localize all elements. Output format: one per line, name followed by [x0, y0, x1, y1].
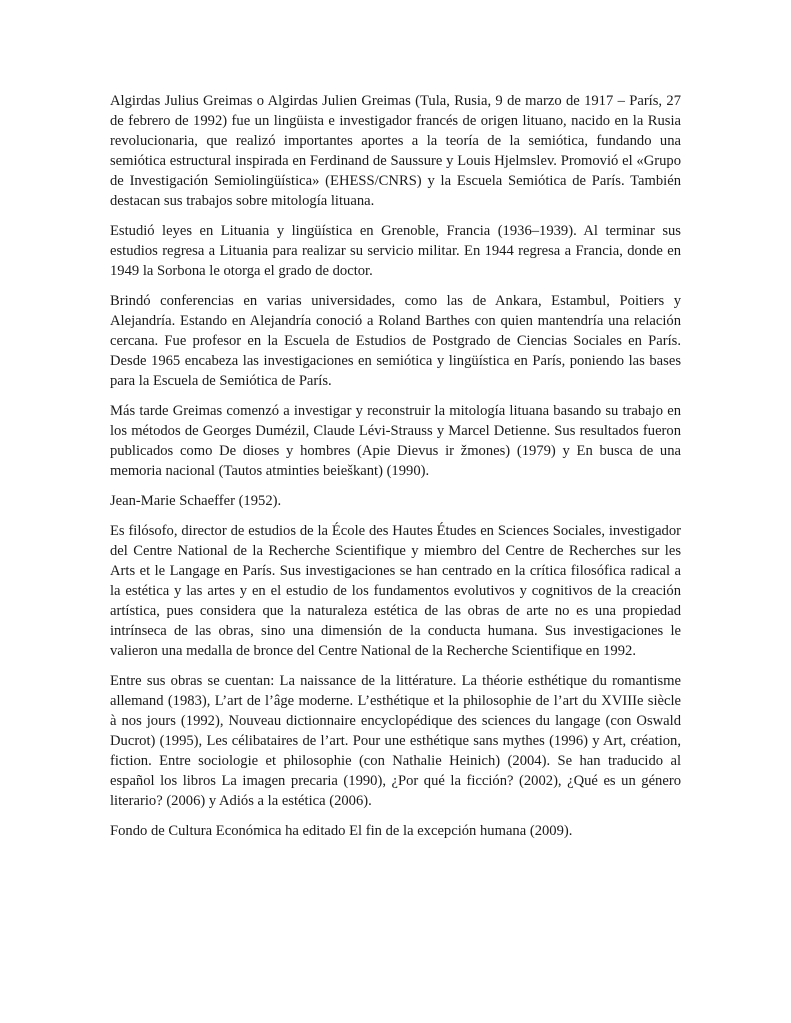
paragraph-greimas-mythology: Más tarde Greimas comenzó a investigar y reconstruir la mitología lituana basando su trabajo en los métodos de Georges Dumézil, Claude Lévi-Strauss y Marcel Detienne. Sus resultados fueron publicados como De dioses y hombres (Apie Dievus ir žmones) (1979) y En busca de una memoria nacional (Tautos atminties beieškant) (1990).	[110, 403, 681, 479]
paragraph-schaeffer-publisher: Fondo de Cultura Económica ha editado El fin de la excepción humana (2009).	[110, 823, 573, 839]
paragraph-greimas-studies: Estudió leyes en Lituania y lingüística en Grenoble, Francia (1936–1939). Al terminar sus estudios regresa a Lituania para realizar su servicio militar. En 1944 regresa a Francia, donde en 1949 la Sorbona le otorga el grado de doctor.	[110, 223, 681, 279]
paragraph-schaeffer-works: Entre sus obras se cuentan: La naissance de la littérature. La théorie esthétique du romantisme allemand (1983), L’art de l’âge moderne. L’esthétique et la philosophie de l’art du XVIIIe siècle à nos jours (1992), Nouveau dictionnaire encyclopédique des sciences du langage (con Oswald Ducrot) (1995), Les célibataires de l’art. Pour une esthétique sans mythes (1996) y Art, création, fiction. Entre sociologie et philosophie (con Nathalie Heinich) (2004). Se han traducido al español los libros La imagen precaria (1990), ¿Por qué la ficción? (2002), ¿Qué es un género literario? (2006) y Adiós a la estética (2006).	[110, 673, 681, 809]
document-body	[110, 91, 681, 851]
paragraph-schaeffer-bio: Es filósofo, director de estudios de la École des Hautes Études en Sciences Sociales, investigador del Centre National de la Recherche Scientifique y miembro del Centre de Recherches sur les Arts et le Langage en París. Sus investigaciones se han centrado en la crítica filosófica radical a la estética y las artes y en el estudio de los fundamentos evolutivos y cognitivos de la creación artística, pues considera que la naturaleza estética de las obras de arte no es una propiedad intrínseca de las obras, sino una dimensión de la conducta humana. Sus investigaciones le valieron una medalla de bronce del Centre National de la Recherche Scientifique en 1992.	[110, 523, 681, 659]
paragraph-schaeffer-heading: Jean-Marie Schaeffer (1952).	[110, 493, 282, 509]
paragraph-greimas-intro: Algirdas Julius Greimas o Algirdas Julien Greimas (Tula, Rusia, 9 de marzo de 1917 – París, 27 de febrero de 1992) fue un lingüista e investigador francés de origen lituano, nacido en la Rusia revolucionaria, que realizó importantes aportes a la teoría de la semiótica, fundando una semiótica estructural inspirada en Ferdinand de Saussure y Louis Hjelmslev. Promovió el «Grupo de Investigación Semiolingüística» (EHESS/CNRS) y la Escuela Semiótica de París. También destacan sus trabajos sobre mitología lituana.	[110, 93, 681, 209]
paragraph-greimas-career: Brindó conferencias en varias universidades, como las de Ankara, Estambul, Poitiers y Alejandría. Estando en Alejandría conoció a Roland Barthes con quien mantendría una relación cercana. Fue profesor en la Escuela de Estudios de Postgrado de Ciencias Sociales en París. Desde 1965 encabeza las investigaciones en semiótica y lingüística en París, poniendo las bases para la Escuela de Semiótica de París.	[110, 293, 681, 389]
